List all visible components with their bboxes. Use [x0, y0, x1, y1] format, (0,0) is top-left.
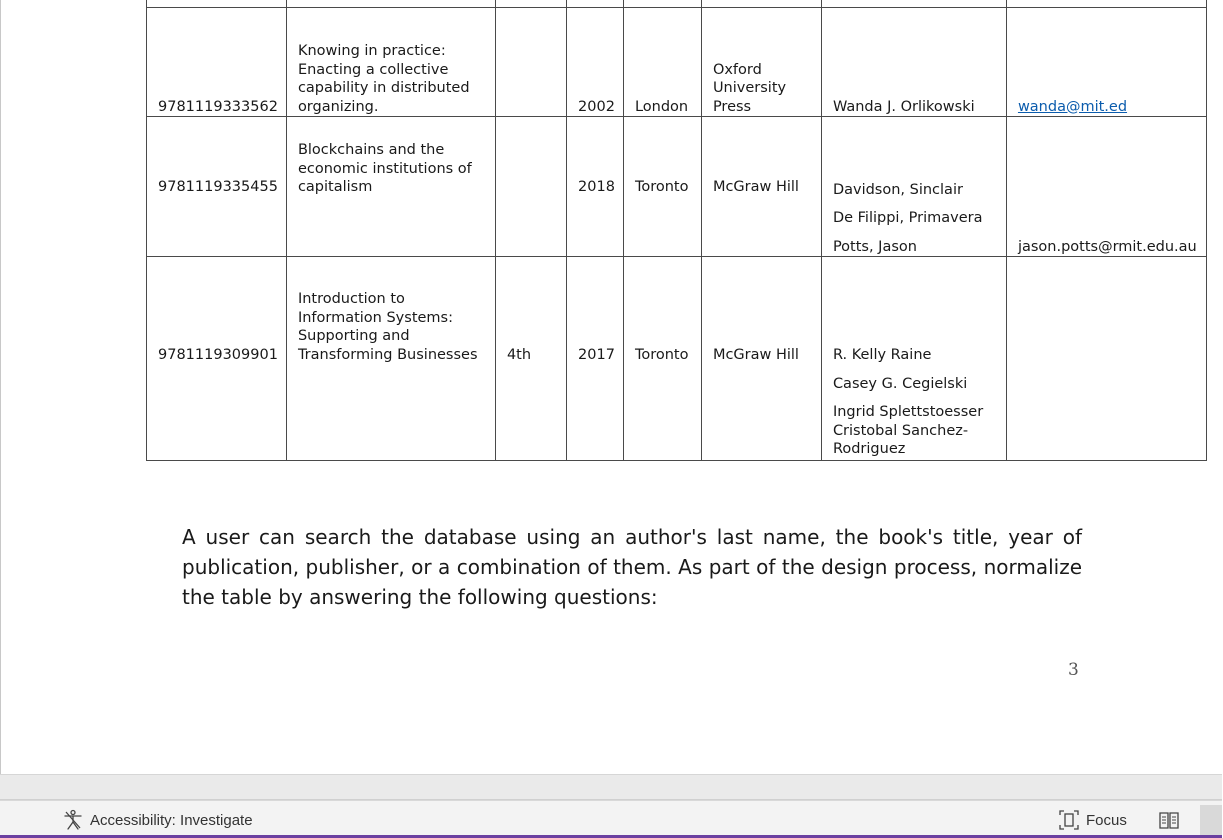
- author-cell: [821, 0, 1006, 8]
- email-text: jason.potts@rmit.edu.au: [1017, 238, 1197, 255]
- title-cell: [286, 117, 495, 257]
- title-line: capability in distributed: [297, 80, 470, 96]
- author-cell: [821, 8, 1006, 117]
- table-row: [147, 8, 1207, 117]
- email-cell: [1006, 117, 1206, 257]
- title-line: Introduction to: [297, 291, 405, 307]
- books-table: [146, 0, 1207, 461]
- title-line: Knowing in practice:: [297, 43, 446, 59]
- publisher-cell: [701, 257, 821, 461]
- title-line: Information Systems:: [297, 309, 453, 326]
- page-gap: [0, 774, 1222, 800]
- isbn-cell: 9781119333562: [147, 8, 287, 117]
- title-cell: [286, 0, 495, 8]
- publisher-line: Press: [712, 98, 752, 115]
- accessibility-button[interactable]: [62, 809, 253, 831]
- isbn-cell: [147, 0, 287, 8]
- email-cell: [1006, 8, 1206, 117]
- publisher-line: McGraw Hill: [712, 347, 799, 363]
- title-cell: [286, 257, 495, 461]
- publisher-line: Oxford: [712, 61, 762, 78]
- book-icon: [1158, 809, 1180, 831]
- email-link[interactable]: [1018, 0, 1133, 1]
- accessibility-label: Accessibility: Investigate: [90, 811, 253, 829]
- author-name: [833, 0, 980, 1]
- email-cell: [1006, 0, 1206, 8]
- title-line: Transforming Businesses: [297, 346, 478, 363]
- page-number: 3: [1068, 660, 1079, 680]
- focus-button[interactable]: [1058, 809, 1127, 831]
- title-line: Supporting and: [297, 328, 410, 344]
- title-cell: [286, 8, 495, 117]
- year-cell: 2017: [566, 257, 623, 461]
- email-cell: [1006, 257, 1206, 461]
- publisher-cell: [701, 8, 821, 117]
- edition-cell: [495, 117, 566, 257]
- email-link[interactable]: wanda@mit.ed: [1017, 98, 1128, 115]
- author-cell: [821, 257, 1006, 461]
- table-row: [147, 0, 1207, 8]
- author-name: Wanda J. Orlikowski: [832, 98, 975, 115]
- year-cell: [566, 0, 623, 8]
- table-row: [147, 117, 1207, 257]
- author-name: R. Kelly Raine: [832, 347, 932, 363]
- print-layout-button[interactable]: [1200, 805, 1222, 835]
- author-name: Potts, Jason: [832, 238, 917, 255]
- title-line: economic institutions of: [297, 160, 472, 177]
- title-line: capitalism: [297, 179, 373, 195]
- publisher-line: McGraw Hill: [712, 179, 799, 195]
- title-line: organizing.: [297, 98, 379, 115]
- isbn-cell: 9781119309901: [147, 257, 287, 461]
- city-cell: London: [623, 8, 701, 117]
- publisher-cell: [701, 117, 821, 257]
- accessibility-icon: [62, 809, 84, 831]
- body-paragraph: A user can search the database using an author's last name, the book's title, year of publication, publisher, or a combination of them. As part of the design process, normalize the table by answering the following questions:: [182, 525, 1082, 609]
- edition-cell: 4th: [495, 257, 566, 461]
- focus-icon: [1058, 809, 1080, 831]
- year-cell: 2018: [566, 117, 623, 257]
- publisher-line: University: [712, 80, 787, 96]
- isbn-cell: 9781119335455: [147, 117, 287, 257]
- title-line: Enacting a collective: [297, 61, 449, 78]
- city-cell: Toronto: [623, 257, 701, 461]
- city-cell: [623, 0, 701, 8]
- edition-cell: [495, 8, 566, 117]
- focus-label: Focus: [1086, 811, 1127, 829]
- publisher-cell: [701, 0, 821, 8]
- title-line: Blockchains and the: [297, 142, 445, 158]
- edition-cell: [495, 0, 566, 8]
- read-mode-button[interactable]: [1158, 809, 1180, 831]
- table-row: [147, 257, 1207, 461]
- document-page[interactable]: [2, 0, 1223, 774]
- author-cell: [821, 117, 1006, 257]
- city-cell: Toronto: [623, 117, 701, 257]
- author-name: Casey G. Cegielski: [832, 375, 968, 392]
- author-name: Davidson, Sinclair: [832, 181, 963, 198]
- author-name: Ingrid Splettstoesser Cristobal Sanchez-Rodriguez: [832, 404, 984, 457]
- year-cell: 2002: [566, 8, 623, 117]
- author-name: De Filippi, Primavera: [832, 210, 983, 226]
- status-bar: [0, 800, 1222, 838]
